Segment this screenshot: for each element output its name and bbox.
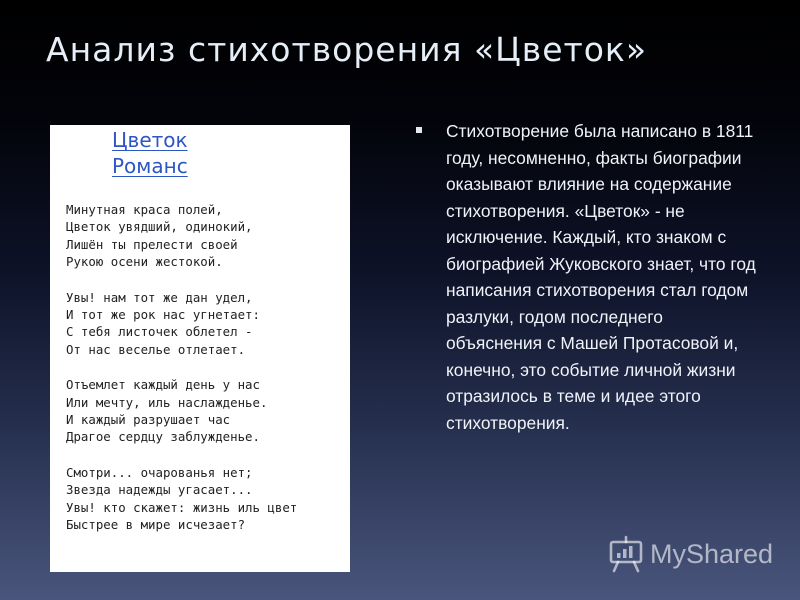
poem-line: От нас веселье отлетает. (66, 341, 246, 357)
poem-line: Драгое сердцу заблужденье. (66, 429, 260, 445)
poem-line: Отъемлет каждый день у нас (66, 377, 260, 393)
poem-title[interactable]: Цветок (112, 128, 188, 152)
poem-image-panel (50, 125, 350, 572)
poem-line: Цветок увядший, одинокий, (66, 219, 253, 235)
poem-line: И каждый разрушает час (66, 412, 231, 428)
poem-body (66, 201, 350, 534)
poem-stanza (66, 464, 350, 534)
bullet-list (416, 118, 761, 436)
poem-line: Увы! нам тот же дан удел, (66, 289, 253, 305)
poem-subtitle[interactable]: Романс (112, 154, 188, 178)
watermark-logo[interactable] (606, 534, 786, 574)
slide-title: Анализ стихотворения «Цветок» (46, 30, 648, 69)
poem-line: Увы! кто скажет: жизнь иль цвет (66, 499, 298, 515)
poem-line: Быстрее в мире исчезает? (66, 517, 246, 533)
bullet-text: Стихотворение была написано в 1811 году, несомненно, факты биографии оказывают влияние на содержание стихотворения. «Цветок» - не исключение. Каждый, кто знаком с биографией Жуковского знает, что год написания стихотворения стал годом разлуки, годом последнего объяснения с Машей Протасовой и, конечно, это событие личной жизни отразилось в теме и идее этого стихотворения. (446, 121, 756, 433)
poem-line: И тот же рок нас угнетает: (66, 307, 260, 323)
watermark-text: MyShared (650, 539, 774, 569)
poem-stanza (66, 201, 350, 271)
poem-line: Лишён ты прелести своей (66, 236, 238, 252)
poem-stanza (66, 376, 350, 446)
square-bullet-icon (416, 127, 422, 133)
poem-stanza (66, 289, 350, 359)
presentation-board-icon (606, 534, 646, 574)
poem-line: С тебя листочек облетел - (66, 324, 253, 340)
poem-line: Звезда надежды угасает... (66, 482, 253, 498)
poem-line: Или мечту, иль наслажденье. (66, 394, 268, 410)
poem-line: Минутная краса полей, (66, 202, 223, 217)
poem-line: Рукою осени жестокой. (66, 254, 223, 270)
poem-line: Смотри... очарованья нет; (66, 464, 253, 480)
